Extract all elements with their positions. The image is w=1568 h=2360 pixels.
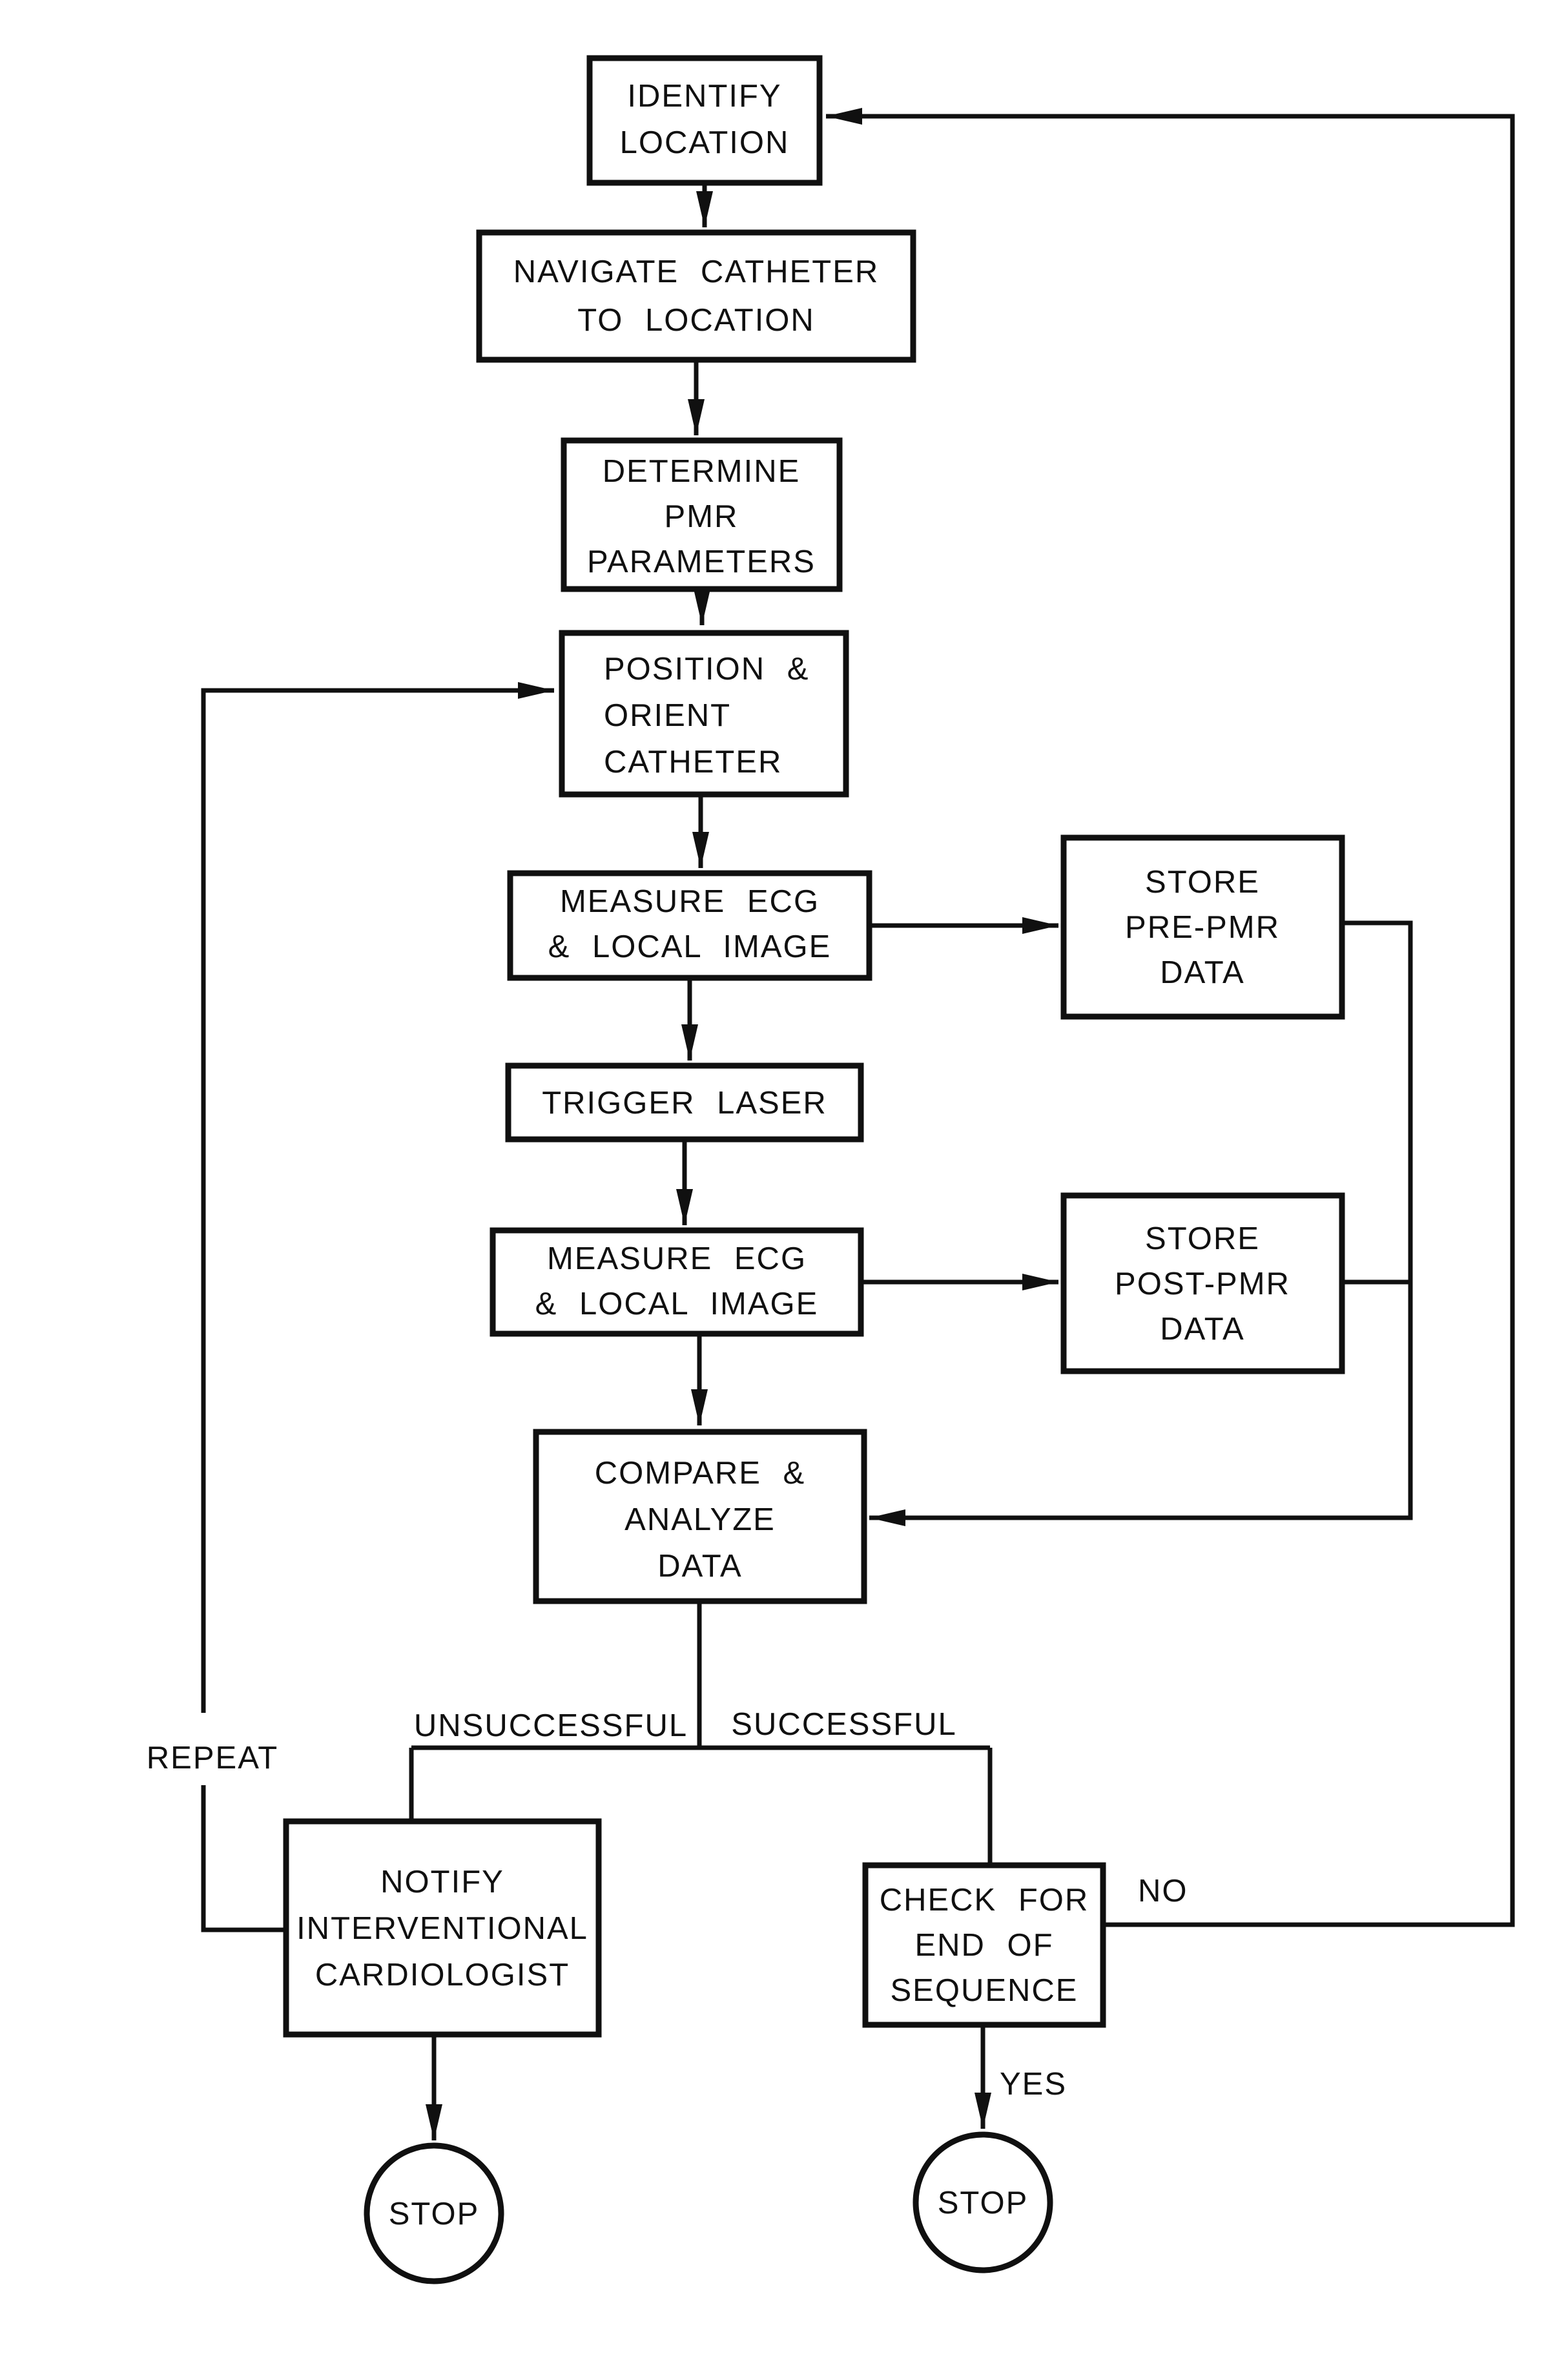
store-pre-pmr-label: DATA: [1160, 955, 1245, 990]
store-post-pmr-label: STORE: [1145, 1221, 1260, 1256]
notify-cardiologist-label: CARDIOLOGIST: [315, 1958, 570, 1993]
node-compare-analyze-data: [536, 1432, 864, 1601]
store-pre-pmr-label: STORE: [1145, 865, 1260, 900]
check-end-label: END OF: [914, 1928, 1054, 1963]
store-post-pmr-label: POST-PMR: [1115, 1267, 1290, 1301]
stop-left-label: STOP: [388, 2197, 480, 2231]
notify-cardiologist-label: NOTIFY: [380, 1865, 504, 1899]
node-check-end-of-sequence: [865, 1865, 1103, 2025]
position-orient-label: ORIENT: [604, 698, 732, 733]
measure-ecg-post-label: MEASURE ECG: [546, 1241, 807, 1276]
node-stop-right: [916, 2135, 1050, 2270]
measure-ecg-pre-label: MEASURE ECG: [559, 884, 820, 919]
node-identify-location: [590, 58, 820, 183]
compare-analyze-label: ANALYZE: [624, 1502, 776, 1537]
successful-edge-label: SUCCESSFUL: [731, 1707, 957, 1742]
navigate-catheter-label: TO LOCATION: [577, 303, 815, 338]
store-pre-pmr-label: PRE-PMR: [1125, 910, 1280, 945]
compare-analyze-label: DATA: [657, 1549, 743, 1584]
node-measure-ecg-pre: [510, 873, 869, 978]
determine-pmr-label: DETERMINE: [602, 454, 801, 489]
notify-cardiologist-label: INTERVENTIONAL: [296, 1911, 588, 1946]
node-store-post-pmr-data: [1064, 1196, 1342, 1371]
determine-pmr-label: PARAMETERS: [587, 544, 816, 579]
node-determine-pmr-parameters: [564, 440, 840, 589]
stop-right-label: STOP: [937, 2186, 1029, 2220]
identify-location-box: [590, 58, 820, 183]
repeat-edge-label: REPEAT: [146, 1741, 279, 1775]
yes-edge-label: YES: [1000, 2067, 1068, 2102]
node-navigate-catheter: [479, 233, 913, 360]
unsuccessful-edge-label: UNSUCCESSFUL: [413, 1708, 688, 1743]
determine-pmr-label: PMR: [664, 499, 739, 534]
node-measure-ecg-post: [493, 1230, 861, 1334]
node-notify-cardiologist: [286, 1821, 599, 2034]
identify-location-label: LOCATION: [619, 125, 790, 160]
identify-location-label: IDENTIFY: [627, 79, 782, 114]
node-position-orient-catheter: [562, 633, 846, 794]
measure-ecg-post-label: & LOCAL IMAGE: [535, 1287, 819, 1321]
node-trigger-laser: [508, 1066, 861, 1139]
navigate-catheter-box: [479, 233, 913, 360]
navigate-catheter-label: NAVIGATE CATHETER: [513, 254, 880, 289]
compare-analyze-label: COMPARE &: [594, 1456, 806, 1491]
check-end-label: SEQUENCE: [890, 1973, 1078, 2008]
position-orient-label: POSITION &: [604, 652, 810, 687]
position-orient-label: CATHETER: [604, 745, 783, 780]
check-end-label: CHECK FOR: [879, 1883, 1089, 1918]
store-post-pmr-label: DATA: [1160, 1312, 1245, 1347]
node-store-pre-pmr-data: [1064, 838, 1342, 1017]
measure-ecg-pre-label: & LOCAL IMAGE: [548, 929, 832, 964]
trigger-laser-label: TRIGGER LASER: [542, 1086, 827, 1121]
no-edge-label: NO: [1138, 1874, 1188, 1909]
node-stop-left: [367, 2146, 501, 2281]
